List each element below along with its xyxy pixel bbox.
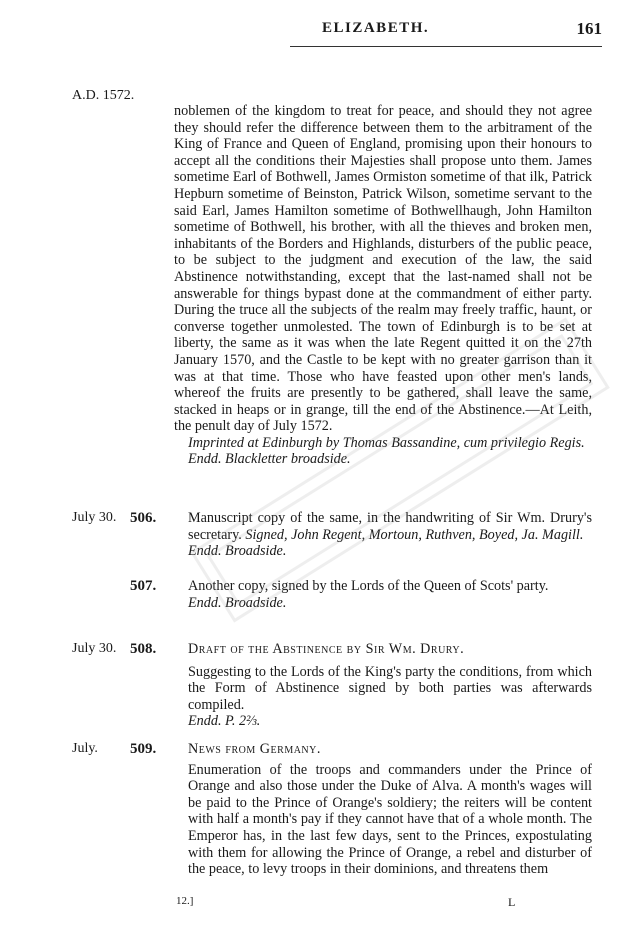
header-rule bbox=[290, 46, 602, 47]
entry-text: Suggesting to the Lords of the King's party the conditions, from which the Form of Abstinence signed by both parties was afterwards compiled. bbox=[188, 663, 592, 713]
entry-number: 507. bbox=[130, 578, 157, 594]
entry-date: July 30. bbox=[72, 510, 117, 525]
running-head bbox=[290, 20, 602, 44]
entry-date: July. bbox=[72, 741, 98, 756]
margin-year: A.D. 1572. bbox=[72, 88, 135, 103]
running-title: ELIZABETH. bbox=[322, 20, 430, 36]
entry-text: Another copy, signed by the Lords of the Queen of Scots' party. bbox=[188, 578, 549, 594]
entry-body bbox=[174, 641, 592, 730]
continuation-paragraph: noblemen of the kingdom to treat for peace, and should they not agree they should refer the difference between them to the arbitrament of the King of France and Queen of England, promising upon their honours to accept all the conditions their Majesties shall propose unto them. James sometime Earl of Bothwell, James Ormiston sometime of that ilk, Patrick Hepburn sometime of Beinston, Patrick Wilson, sometime servant to the said Earl, James Hamilton sometime of Bothwellhaugh, John Hamilton sometime of Bothwell, his brother, with all the thieves and broken men, inhabitants of the Borders and Highlands, disturbers of the public peace, to be subject to the judgment and execution of the law, the said Abstinence notwithstanding, except that the last-named shall not be answerable for things bypast done at the commandment of either party. During the truce all the subjects of the realm may freely traffic, haunt, or converse together unmolested. The town of Edinburgh is to be set at liberty, the same as it was when the late Regent quitted it on the 27th January 1570, and the Castle to be kept with no greater garrison than it was at that time. Those who have feasted upon other men's lands, whereof the fruits are presently to be gathered, shall leave the same, stacked in heaps or in grange, till the end of the Abstinence.—At Leith, the penult day of July 1572. bbox=[174, 103, 592, 435]
entry-body bbox=[174, 578, 592, 611]
entry-body bbox=[174, 510, 592, 560]
entry-number: 508. bbox=[130, 641, 157, 657]
entry-text: Enumeration of the troops and commanders under the Prince of Orange and also those under the Duke of Alva. A month's wages will be paid to the Prince of Orange's soldiery; the reiters will be content with half a month's pay if they cannot have that of a whole month. The Emperor has, in the last few days, sent to the Princes, expostulating with them for allowing the Prince of Orange, a rebel and disturber of the peace, to levy troops in their dominions, and threatens them bbox=[188, 761, 592, 878]
page-number: 161 bbox=[576, 19, 602, 38]
entry-body bbox=[174, 741, 592, 878]
gathering-letter: L bbox=[508, 895, 516, 909]
continuation-endorsement: Endd. Blackletter broadside. bbox=[188, 451, 351, 468]
entry-number: 506. bbox=[130, 510, 157, 526]
entry-heading: Draft of the Abstinence by Sir Wm. Drury. bbox=[188, 641, 465, 657]
continuation-block bbox=[174, 103, 592, 468]
entry-text: Manuscript copy of the same, in the handwriting of Sir Wm. Drury's secretary. Signed, John Regent, Mortoun, Ruthven, Boyed, Ja. Magill. bbox=[188, 510, 592, 543]
entry-endorsement: Endd. Broadside. bbox=[188, 543, 287, 560]
entry-endorsement: Endd. Broadside. bbox=[188, 594, 287, 611]
imprint-line: Imprinted at Edinburgh by Thomas Bassandine, cum privilegio Regis. bbox=[188, 434, 585, 451]
entry-endorsement: Endd. P. 2⅔. bbox=[188, 713, 261, 730]
entry-heading: News from Germany. bbox=[188, 741, 321, 757]
entry-number: 509. bbox=[130, 741, 157, 757]
signature-mark: 12.] bbox=[176, 895, 194, 907]
entry-date: July 30. bbox=[72, 641, 117, 656]
